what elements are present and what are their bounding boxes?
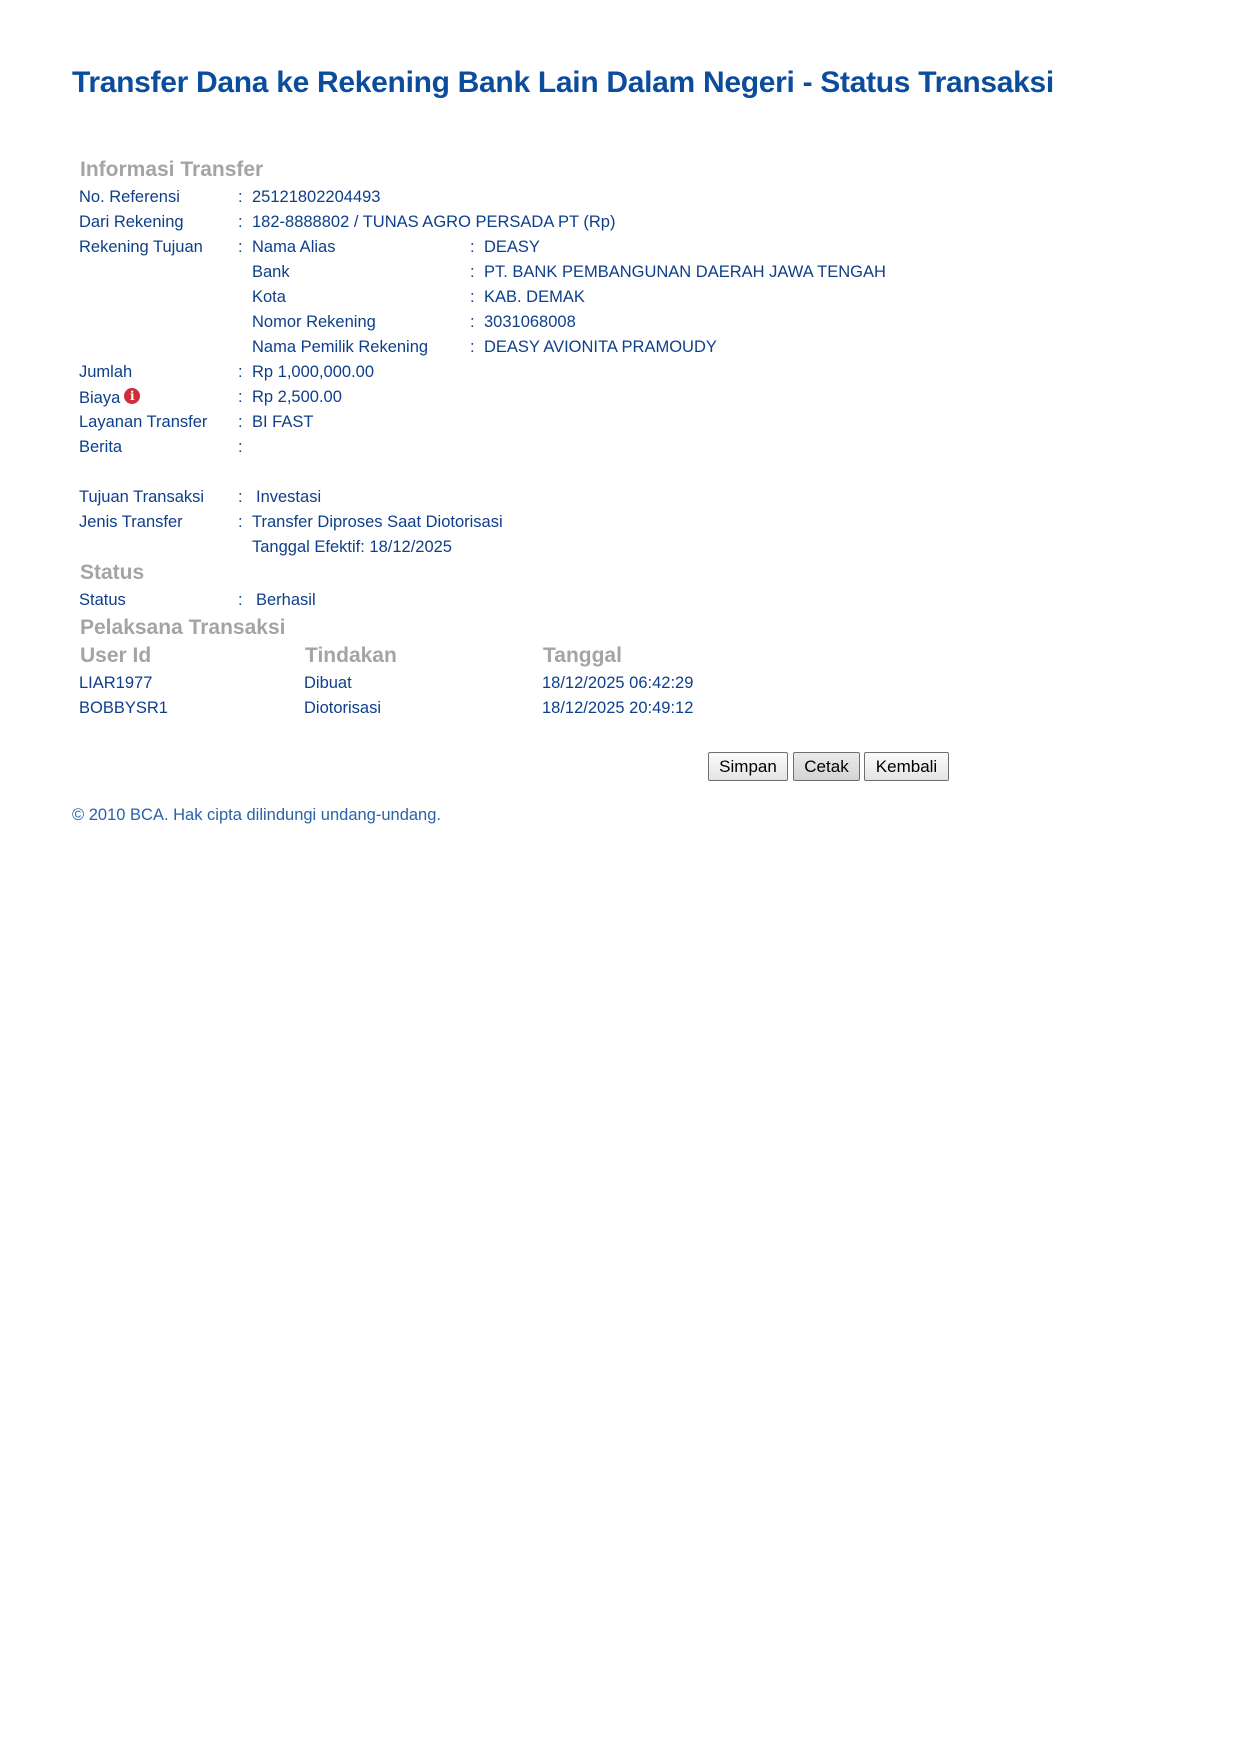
- value-tanggal-efektif: Tanggal Efektif: 18/12/2025: [252, 538, 452, 556]
- column-header-tanggal: Tanggal: [543, 644, 622, 667]
- separator: :: [470, 313, 475, 331]
- separator: :: [238, 438, 243, 456]
- info-icon[interactable]: i: [124, 388, 140, 404]
- kembali-button[interactable]: Kembali: [864, 752, 949, 781]
- label-berita: Berita: [79, 438, 123, 456]
- separator: :: [238, 188, 243, 206]
- simpan-button[interactable]: Simpan: [708, 752, 788, 781]
- status-value: Berhasil: [256, 591, 316, 609]
- label-nomor-rekening: Nomor Rekening: [252, 313, 376, 331]
- label-layanan-transfer: Layanan Transfer: [79, 413, 208, 431]
- label-rekening-tujuan: Rekening Tujuan: [79, 238, 203, 256]
- value-biaya: Rp 2,500.00: [252, 388, 342, 406]
- label-no-referensi: No. Referensi: [79, 188, 180, 206]
- value-kota: KAB. DEMAK: [484, 288, 585, 306]
- label-dari-rekening: Dari Rekening: [79, 213, 184, 231]
- value-no-referensi: 25121802204493: [252, 188, 381, 206]
- label-biaya-wrapper: [79, 388, 140, 408]
- cell-tindakan: Diotorisasi: [304, 699, 382, 717]
- label-tujuan-transaksi: Tujuan Transaksi: [79, 488, 205, 506]
- value-layanan-transfer: BI FAST: [252, 413, 314, 431]
- column-header-user-id: User Id: [80, 644, 152, 667]
- footer-copyright: © 2010 BCA. Hak cipta dilindungi undang-undang.: [72, 806, 441, 824]
- column-header-tindakan: Tindakan: [305, 644, 397, 667]
- label-jumlah: Jumlah: [79, 363, 133, 381]
- separator: :: [470, 263, 475, 281]
- separator: :: [238, 213, 243, 231]
- separator: :: [238, 488, 243, 506]
- page-title: Transfer Dana ke Rekening Bank Lain Dalam Negeri - Status Transaksi: [72, 66, 1054, 99]
- label-status: Status: [79, 591, 126, 609]
- cell-tanggal: 18/12/2025 06:42:29: [542, 674, 694, 692]
- value-tujuan-transaksi: Investasi: [256, 488, 322, 506]
- section-heading-informasi-transfer: Informasi Transfer: [80, 158, 264, 181]
- separator: :: [470, 338, 475, 356]
- separator: :: [470, 288, 475, 306]
- separator: :: [238, 363, 243, 381]
- separator: :: [238, 388, 243, 406]
- label-nama-pemilik-rekening: Nama Pemilik Rekening: [252, 338, 429, 356]
- separator: :: [238, 413, 243, 431]
- label-jenis-transfer: Jenis Transfer: [79, 513, 183, 531]
- label-nama-alias: Nama Alias: [252, 238, 336, 256]
- value-jenis-transfer: Transfer Diproses Saat Diotorisasi: [252, 513, 503, 531]
- separator: :: [470, 238, 475, 256]
- value-nama-pemilik-rekening: DEASY AVIONITA PRAMOUDY: [484, 338, 717, 356]
- cell-user-id: BOBBYSR1: [79, 699, 168, 717]
- label-kota: Kota: [252, 288, 286, 306]
- label-biaya: Biaya: [79, 389, 121, 407]
- value-dari-rekening: 182-8888802 / TUNAS AGRO PERSADA PT (Rp): [252, 213, 616, 231]
- value-nama-alias: DEASY: [484, 238, 540, 256]
- label-bank: Bank: [252, 263, 290, 281]
- cell-tindakan: Dibuat: [304, 674, 352, 692]
- separator: :: [238, 238, 243, 256]
- cell-user-id: LIAR1977: [79, 674, 153, 692]
- value-nomor-rekening: 3031068008: [484, 313, 576, 331]
- cell-tanggal: 18/12/2025 20:49:12: [542, 699, 694, 717]
- separator: :: [238, 591, 243, 609]
- section-heading-status: Status: [80, 561, 145, 584]
- value-jumlah: Rp 1,000,000.00: [252, 363, 375, 381]
- value-bank: PT. BANK PEMBANGUNAN DAERAH JAWA TENGAH: [484, 263, 886, 281]
- separator: :: [238, 513, 243, 531]
- section-heading-pelaksana-transaksi: Pelaksana Transaksi: [80, 616, 286, 639]
- cetak-button[interactable]: Cetak: [793, 752, 860, 781]
